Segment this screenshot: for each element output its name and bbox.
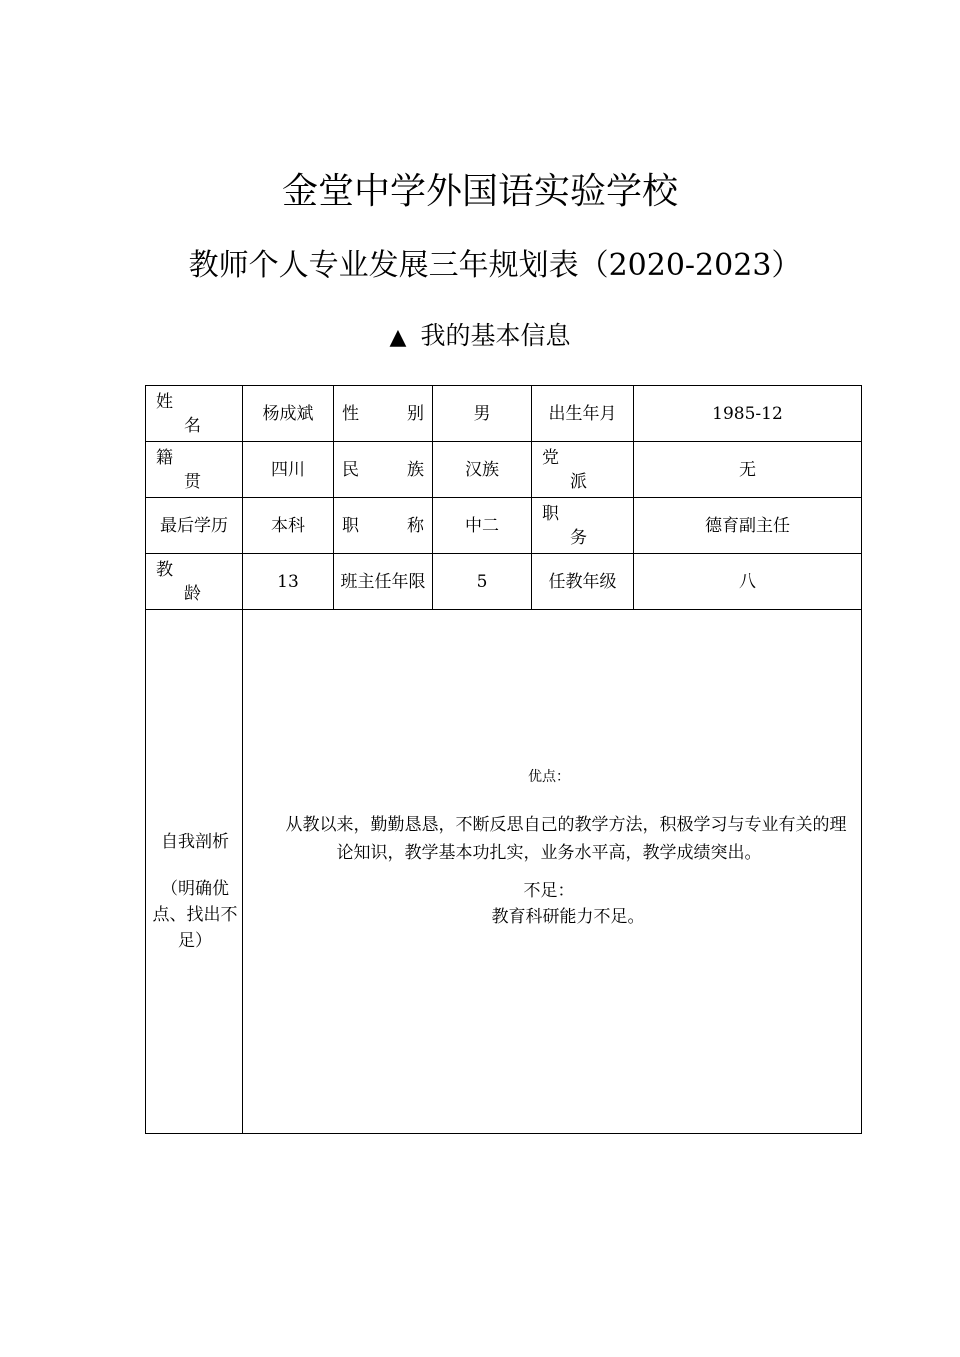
strengths-label: 优点：	[528, 769, 570, 785]
post-value: 德育副主任	[634, 498, 862, 554]
self-analysis-hint: （明确优点、找出不足）	[152, 878, 238, 951]
rank-label: 职 称	[334, 498, 433, 554]
triangle-marker-icon: ▲	[389, 325, 407, 350]
homeroom-years-value: 5	[433, 554, 532, 610]
party-label: 党 派	[532, 442, 634, 498]
table-row	[146, 554, 862, 610]
homeroom-years-label: 班主任年限	[334, 554, 433, 610]
school-title: 金堂中学外国语实验学校	[281, 171, 678, 212]
strengths-text: 从教以来，勤勤恳恳，不断反思自己的教学方法，积极学习与专业有关的理论知识，教学基本功扎实，业务水平高，教学成绩突出。	[285, 815, 847, 863]
ethnic-value: 汉族	[433, 442, 532, 498]
table-row	[146, 610, 862, 1134]
table-row	[146, 498, 862, 554]
post-label: 职 务	[532, 498, 634, 554]
self-analysis-label: 自我剖析 （明确优点、找出不足）	[146, 610, 243, 1134]
name-value: 杨成斌	[243, 386, 334, 442]
basic-info-table	[145, 385, 862, 1134]
education-label: 最后学历	[146, 498, 243, 554]
gender-value: 男	[433, 386, 532, 442]
grade-label: 任教年级	[532, 554, 634, 610]
weakness-text: 教育科研能力不足。	[491, 907, 645, 927]
table-row	[146, 386, 862, 442]
weakness-label: 不足：	[523, 881, 575, 901]
section-heading-text: 我的基本信息	[420, 321, 571, 350]
table-row	[146, 442, 862, 498]
party-value: 无	[634, 442, 862, 498]
name-label: 姓 名	[146, 386, 243, 442]
birth-value: 1985-12	[634, 386, 862, 442]
education-value: 本科	[243, 498, 334, 554]
ethnic-label: 民 族	[334, 442, 433, 498]
grade-value: 八	[634, 554, 862, 610]
origin-value: 四川	[243, 442, 334, 498]
form-title: 教师个人专业发展三年规划表（2020-2023）	[188, 248, 802, 283]
teaching-years-value: 13	[243, 554, 334, 610]
section-heading	[0, 318, 960, 356]
rank-value: 中二	[433, 498, 532, 554]
self-analysis-content	[243, 610, 862, 1134]
gender-label: 性 别	[334, 386, 433, 442]
birth-label: 出生年月	[532, 386, 634, 442]
origin-label: 籍 贯	[146, 442, 243, 498]
teaching-years-label: 教 龄	[146, 554, 243, 610]
